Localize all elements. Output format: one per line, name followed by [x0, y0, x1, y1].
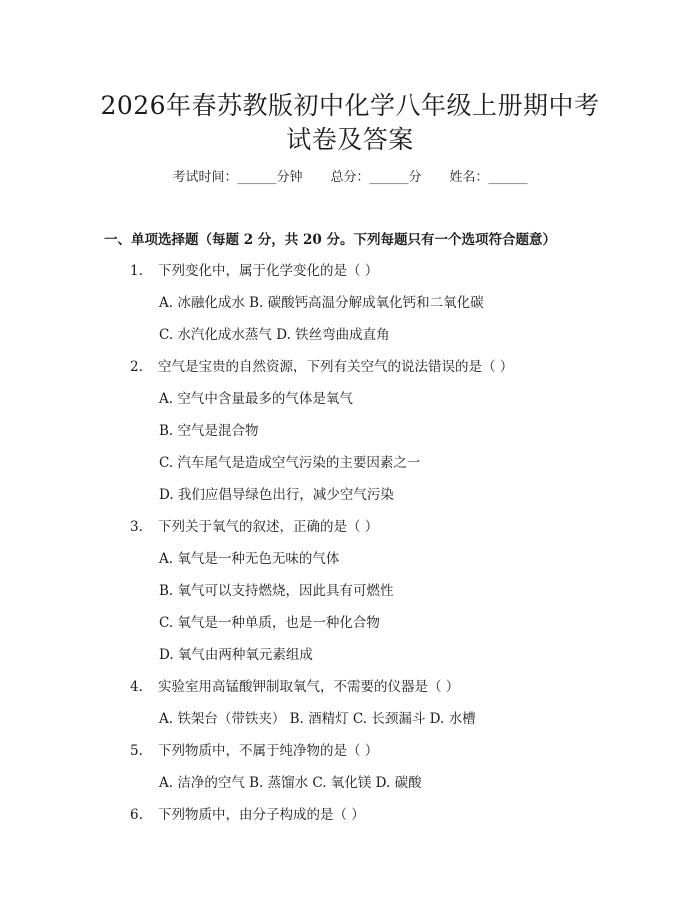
question-number: 4.	[130, 679, 143, 695]
question-text: 下列变化中，属于化学变化的是（ ）	[158, 263, 379, 279]
question-number: 1.	[130, 263, 143, 279]
question-1-option-line-2: C. 水汽化成水蒸气 D. 铁丝弯曲成直角	[159, 327, 390, 343]
exam-time: 考试时间：______分钟	[172, 170, 303, 185]
question-text: 下列物质中，不属于纯净物的是（ ）	[158, 743, 379, 759]
question-3-option-b: B. 氧气可以支持燃烧，因此具有可燃性	[159, 583, 394, 599]
section-heading-single-choice: 一、单项选择题（每题 2 分，共 20 分。下列每题只有一个选项符合题意）	[104, 232, 556, 248]
question-number: 6.	[130, 807, 143, 823]
question-6	[130, 806, 365, 824]
exam-total-score: 总分：______分	[330, 170, 422, 185]
question-text: 空气是宝贵的自然资源，下列有关空气的说法错误的是（ ）	[158, 359, 514, 375]
question-2-option-d: D. 我们应倡导绿色出行，减少空气污染	[159, 487, 394, 503]
question-4	[130, 678, 459, 696]
question-5	[130, 742, 378, 760]
question-3-option-d: D. 氧气由两种氧元素组成	[159, 647, 313, 663]
exam-info	[0, 169, 700, 187]
question-number: 2.	[130, 359, 143, 375]
question-1	[130, 262, 378, 280]
question-number: 5.	[130, 743, 143, 759]
question-4-options: A. 铁架台（带铁夹） B. 酒精灯 C. 长颈漏斗 D. 水槽	[159, 711, 476, 727]
question-3-option-a: A. 氧气是一种无色无味的气体	[159, 551, 340, 567]
question-3	[130, 518, 378, 536]
question-number: 3.	[130, 519, 143, 535]
question-text: 下列物质中，由分子构成的是（ ）	[158, 807, 365, 823]
exam-title-line-2: 试卷及答案	[286, 125, 414, 154]
question-text: 实验室用高锰酸钾制取氧气，不需要的仪器是（ ）	[158, 679, 460, 695]
student-name: 姓名：______	[449, 170, 528, 185]
question-5-options: A. 洁净的空气 B. 蒸馏水 C. 氧化镁 D. 碳酸	[159, 775, 422, 791]
question-2-option-c: C. 汽车尾气是造成空气污染的主要因素之一	[159, 455, 421, 471]
question-2-option-a: A. 空气中含量最多的气体是氧气	[159, 391, 353, 407]
question-1-option-line-1: A. 冰融化成水 B. 碳酸钙高温分解成氧化钙和二氧化碳	[159, 295, 484, 311]
exam-title-line-1: 2026年春苏教版初中化学八年级上册期中考	[100, 91, 600, 120]
question-text: 下列关于氧气的叙述，正确的是（ ）	[158, 519, 379, 535]
question-2-option-b: B. 空气是混合物	[159, 423, 259, 439]
question-3-option-c: C. 氧气是一种单质，也是一种化合物	[159, 615, 380, 631]
question-2	[130, 358, 513, 376]
